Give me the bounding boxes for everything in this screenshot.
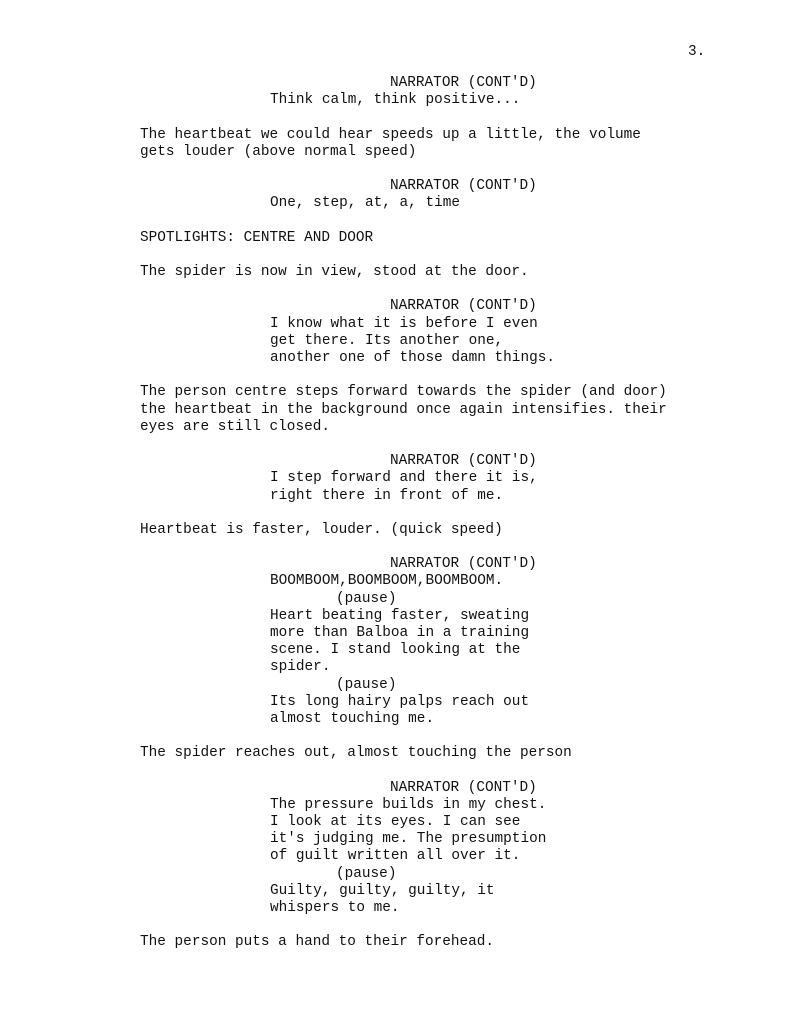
dialogue-line: Its long hairy palps reach out <box>270 693 530 710</box>
character-cue: NARRATOR (CONT'D) <box>390 178 537 195</box>
action-line: The spider is now in view, stood at the door. <box>140 264 529 281</box>
blank-line <box>140 505 720 522</box>
action-line: the heartbeat in the background once again intensifies. their <box>140 401 667 418</box>
dialogue-line: Heart beating faster, sweating <box>270 607 530 624</box>
blank-line <box>140 213 720 230</box>
blank-line <box>140 281 720 298</box>
dialogue-line: of guilt written all over it. <box>270 848 521 865</box>
blank-line <box>140 917 720 934</box>
dialogue-line: right there in front of me. <box>270 487 504 504</box>
action-line: The person puts a hand to their forehead. <box>140 934 495 951</box>
dialogue-line: scene. I stand looking at the <box>270 642 521 659</box>
dialogue-line: almost touching me. <box>270 710 435 727</box>
blank-line <box>140 539 720 556</box>
dialogue-line: get there. Its another one, <box>270 332 504 349</box>
dialogue-line: BOOMBOOM,BOOMBOOM,BOOMBOOM. <box>270 573 504 590</box>
blank-line <box>140 161 720 178</box>
page-number: 3. <box>688 44 706 60</box>
action-line: The person centre steps forward towards the spider (and door) <box>140 384 667 401</box>
dialogue-line: One, step, at, a, time <box>270 195 460 212</box>
dialogue-line: it's judging me. The presumption <box>270 831 547 848</box>
dialogue-line: I know what it is before I even <box>270 315 538 332</box>
blank-line <box>140 109 720 126</box>
parenthetical: (pause) <box>336 676 397 693</box>
dialogue-line: Guilty, guilty, guilty, it <box>270 882 495 899</box>
blank-line <box>140 436 720 453</box>
dialogue-line: Think calm, think positive... <box>270 92 521 109</box>
dialogue-line: I look at its eyes. I can see <box>270 814 521 831</box>
dialogue-line: I step forward and there it is, <box>270 470 538 487</box>
action-line: Heartbeat is faster, louder. (quick speed) <box>140 521 503 538</box>
action-line: gets louder (above normal speed) <box>140 143 417 160</box>
character-cue: NARRATOR (CONT'D) <box>390 75 537 91</box>
dialogue-line: whispers to me. <box>270 900 400 916</box>
parenthetical: (pause) <box>336 590 397 607</box>
parenthetical: (pause) <box>336 865 397 882</box>
character-cue: NARRATOR (CONT'D) <box>390 298 537 315</box>
blank-line <box>140 728 720 745</box>
character-cue: NARRATOR (CONT'D) <box>390 556 537 573</box>
character-cue: NARRATOR (CONT'D) <box>390 453 537 470</box>
character-cue: NARRATOR (CONT'D) <box>390 779 537 796</box>
dialogue-line: spider. <box>270 659 331 676</box>
action-line: eyes are still closed. <box>140 418 330 435</box>
dialogue-line: more than Balboa in a training <box>270 625 530 641</box>
blank-line <box>140 763 720 780</box>
blank-line <box>140 247 720 264</box>
dialogue-line: another one of those damn things. <box>270 350 555 366</box>
dialogue-line: The pressure builds in my chest. <box>270 796 547 813</box>
action-line: SPOTLIGHTS: CENTRE AND DOOR <box>140 229 374 246</box>
action-line: The heartbeat we could hear speeds up a little, the volume <box>140 126 641 143</box>
script-body <box>140 75 720 952</box>
blank-line <box>140 367 720 384</box>
action-line: The spider reaches out, almost touching the person <box>140 745 572 762</box>
